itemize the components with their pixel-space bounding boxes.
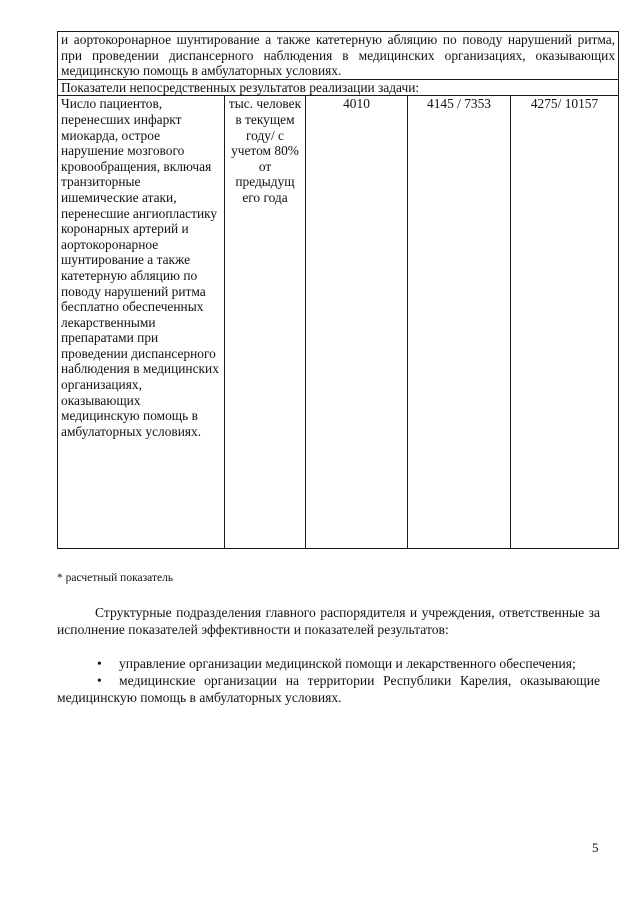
- bullet-icon: •: [97, 656, 102, 671]
- responsible-list: [57, 655, 600, 706]
- page-number: 5: [592, 840, 599, 855]
- section-title-row: [58, 79, 619, 96]
- list-item: [57, 672, 600, 706]
- table-continuation-row: [58, 32, 619, 80]
- indicator-value-2: 4145 / 7353: [408, 96, 511, 549]
- list-item-text: медицинские организации на территории Республики Карелия, оказывающие медицинскую помощь в амбулаторных условиях.: [57, 673, 600, 705]
- indicators-table: [57, 31, 619, 549]
- footnote: * расчетный показатель: [57, 572, 174, 584]
- list-item: [57, 655, 600, 672]
- bullet-icon: •: [97, 673, 102, 688]
- responsible-paragraph: Структурные подразделения главного распорядителя и учреждения, ответственные за исполнение показателей эффективности и показателей результатов:: [57, 605, 600, 637]
- section-title: Показатели непосредственных результатов реализации задачи:: [58, 79, 619, 96]
- indicator-description: Число пациентов, перенесших инфаркт миокарда, острое нарушение мозгового кровообращения, включая транзиторные ишемические атаки, перенесшие ангиопластику коронарных артерий и аортокоронарное шунтирование а также катетерную абляцию по поводу нарушений ритма бесплатно обеспеченных лекарственными препаратами при проведении диспансерного наблюдения в медицинских организациях, оказывающих медицинскую помощь в амбулаторных условиях.: [58, 96, 225, 549]
- indicator-unit: тыс. человек в текущем году/ с учетом 80% от предыдущ его года: [225, 96, 306, 549]
- table-row: [58, 96, 619, 549]
- table-header-text: и аортокоронарное шунтирование а также катетерную абляцию по поводу нарушений ритма, при проведении диспансерного наблюдения в медицинских организациях, оказывающих медицинскую помощь в амбулаторных условиях.: [58, 32, 619, 80]
- indicator-value-3: 4275/ 10157: [511, 96, 619, 549]
- list-item-text: управление организации медицинской помощи и лекарственного обеспечения;: [119, 656, 576, 671]
- indicator-value-1: 4010: [306, 96, 408, 549]
